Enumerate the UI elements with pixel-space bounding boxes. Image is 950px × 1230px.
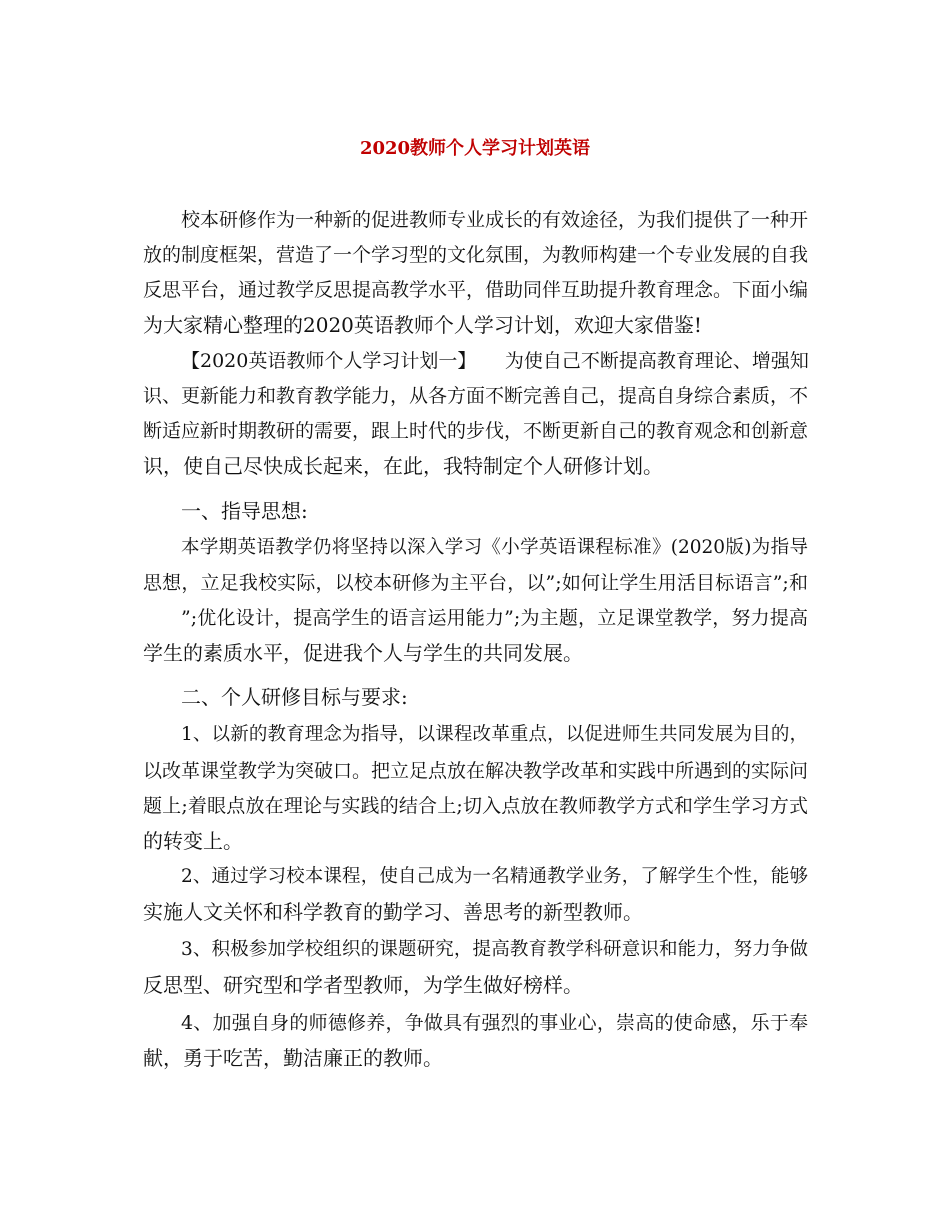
paragraph-line: 识，使自己尽快成长起来，在此，我特制定个人研修计划。 — [143, 454, 663, 478]
paragraph-line: 献，勇于吃苦，勤洁廉正的教师。 — [143, 1046, 443, 1070]
paragraph-line: 的转变上。 — [143, 829, 243, 853]
paragraph-line: 【2020英语教师个人学习计划一】 为使自己不断提高教育理论、增强知 — [181, 350, 809, 372]
paragraph-line: 思想，立足我校实际，以校本研修为主平台，以”;如何让学生用活目标语言”;和 — [143, 572, 808, 594]
paragraph-line: 断适应新时期教研的需要，跟上时代的步伐，不断更新自己的教育观念和创新意 — [143, 420, 809, 442]
paragraph-line: ”;优化设计，提高学生的语言运用能力”;为主题，立足课堂教学，努力提高 — [181, 607, 808, 629]
paragraph-line: 实施人文关怀和科学教育的勤学习、善思考的新型教师。 — [143, 900, 643, 924]
paragraph-line: 本学期英语教学仍将坚持以深入学习《小学英语课程标准》(2020版)为指导 — [181, 537, 808, 558]
paragraph-line: 为大家精心整理的2020英语教师个人学习计划，欢迎大家借鉴! — [143, 313, 702, 337]
paragraph-line: 3、积极参加学校组织的课题研究，提高教育教学科研意识和能力，努力争做 — [181, 939, 808, 960]
paragraph-line: 题上;着眼点放在理论与实践的结合上;切入点放在教师教学方式和学生学习方式 — [143, 795, 808, 817]
paragraph-line: 识、更新能力和教育教学能力，从各方面不断完善自己，提高自身综合素质，不 — [143, 385, 809, 407]
section-heading: 二、个人研修目标与要求: — [181, 685, 408, 709]
paragraph-line: 2、通过学习校本课程，使自己成为一名精通教学业务，了解学生个性，能够 — [181, 866, 808, 887]
section-heading: 一、指导思想: — [181, 499, 308, 523]
paragraph-line: 以改革课堂教学为突破口。把立足点放在解决教学改革和实践中所遇到的实际问 — [143, 760, 809, 782]
paragraph-line: 4、加强自身的师德修养，争做具有强烈的事业心，崇高的使命感，乐于奉 — [181, 1012, 808, 1034]
document-title: 2020教师个人学习计划英语 — [359, 138, 591, 159]
paragraph-line: 学生的素质水平，促进我个人与学生的共同发展。 — [143, 641, 583, 665]
paragraph-line: 放的制度框架，营造了一个学习型的文化氛围，为教师构建一个专业发展的自我 — [143, 244, 809, 266]
paragraph-line: 1、以新的教育理念为指导，以课程改革重点，以促进师生共同发展为目的， — [181, 724, 808, 745]
paragraph-line: 反思平台，通过教学反思提高教学水平，借助同伴互助提升教育理念。下面小编 — [143, 279, 809, 301]
paragraph-line: 反思型、研究型和学者型教师，为学生做好榜样。 — [143, 973, 583, 997]
paragraph-line: 校本研修作为一种新的促进教师专业成长的有效途径，为我们提供了一种开 — [181, 209, 809, 231]
